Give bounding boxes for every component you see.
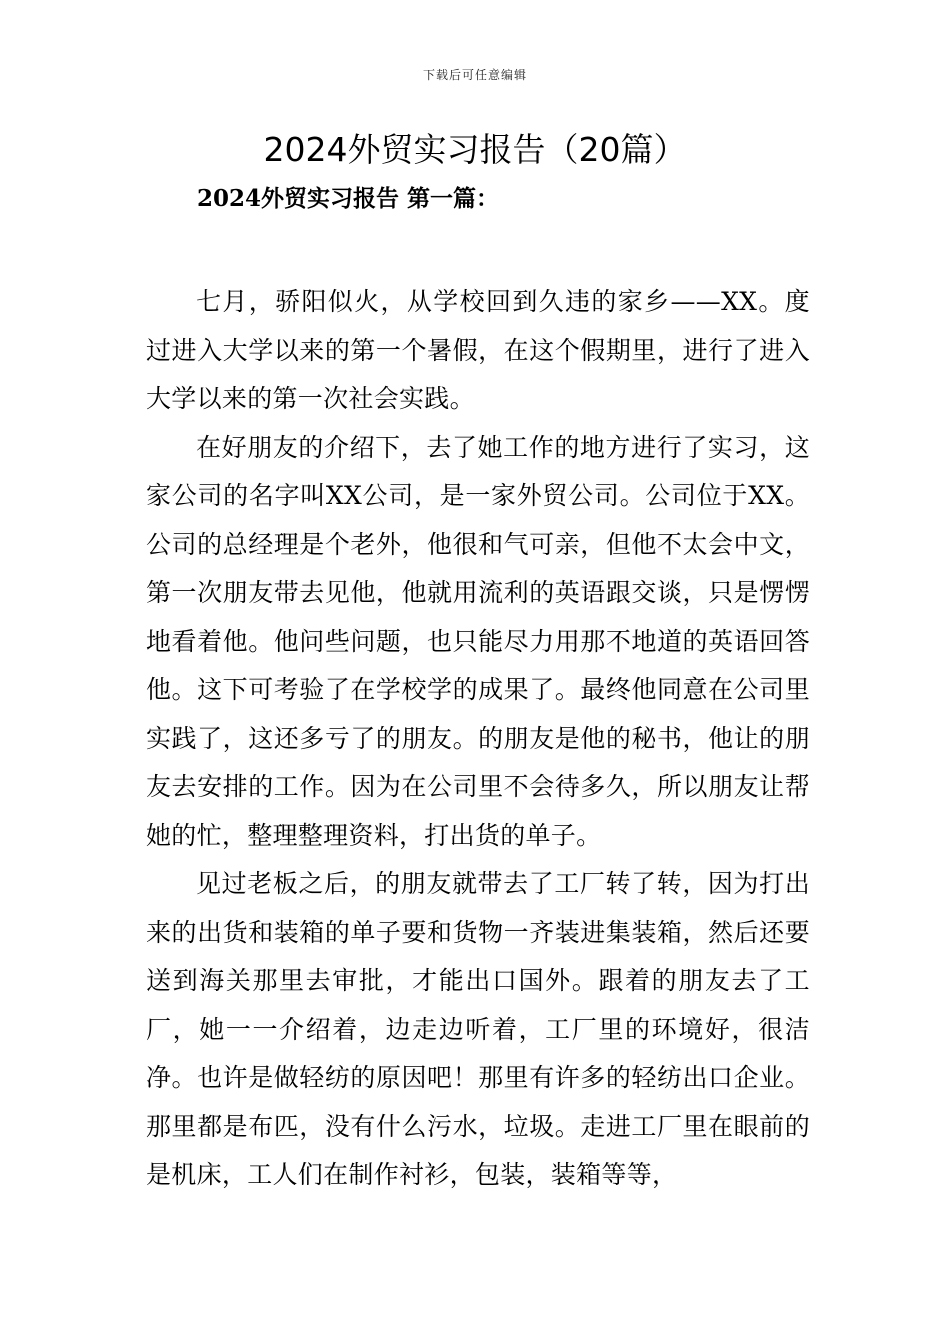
document-title: 2024外贸实习报告（20篇）	[263, 130, 687, 169]
body-text	[146, 278, 810, 1200]
paragraph: 七月，骄阳似火，从学校回到久违的家乡——XX。度过进入大学以来的第一个暑假，在这个假期里，进行了进入大学以来的第一次社会实践。	[146, 287, 810, 413]
header-note: 下载后可任意编辑	[422, 68, 527, 82]
section-heading: 2024外贸实习报告 第一篇：	[197, 185, 500, 212]
paragraph: 在好朋友的介绍下，去了她工作的地方进行了实习，这家公司的名字叫XX公司，是一家外贸公司。公司位于XX。公司的总经理是个老外，他很和气可亲，但他不太会中文，第一次朋友带去见他，他就用流利的英语跟交谈，只是愣愣地看着他。他问些问题，也只能尽力用那不地道的英语回答他。这下可考验了在学校学的成果了。最终他同意在公司里实践了，这还多亏了的朋友。的朋友是他的秘书，他让的朋友去安排的工作。因为在公司里不会待多久，所以朋友让帮她的忙，整理整理资料，打出货的单子。	[146, 432, 810, 850]
paragraph: 见过老板之后，的朋友就带去了工厂转了转，因为打出来的出货和装箱的单子要和货物一齐装进集装箱，然后还要送到海关那里去审批，才能出口国外。跟着的朋友去了工厂，她一一介绍着，边走边听着，工厂里的环境好，很洁净。也许是做轻纺的原因吧！那里有许多的轻纺出口企业。那里都是布匹，没有什么污水，垃圾。走进工厂里在眼前的是机床，工人们在制作衬衫，包装，装箱等等，	[146, 869, 810, 1189]
